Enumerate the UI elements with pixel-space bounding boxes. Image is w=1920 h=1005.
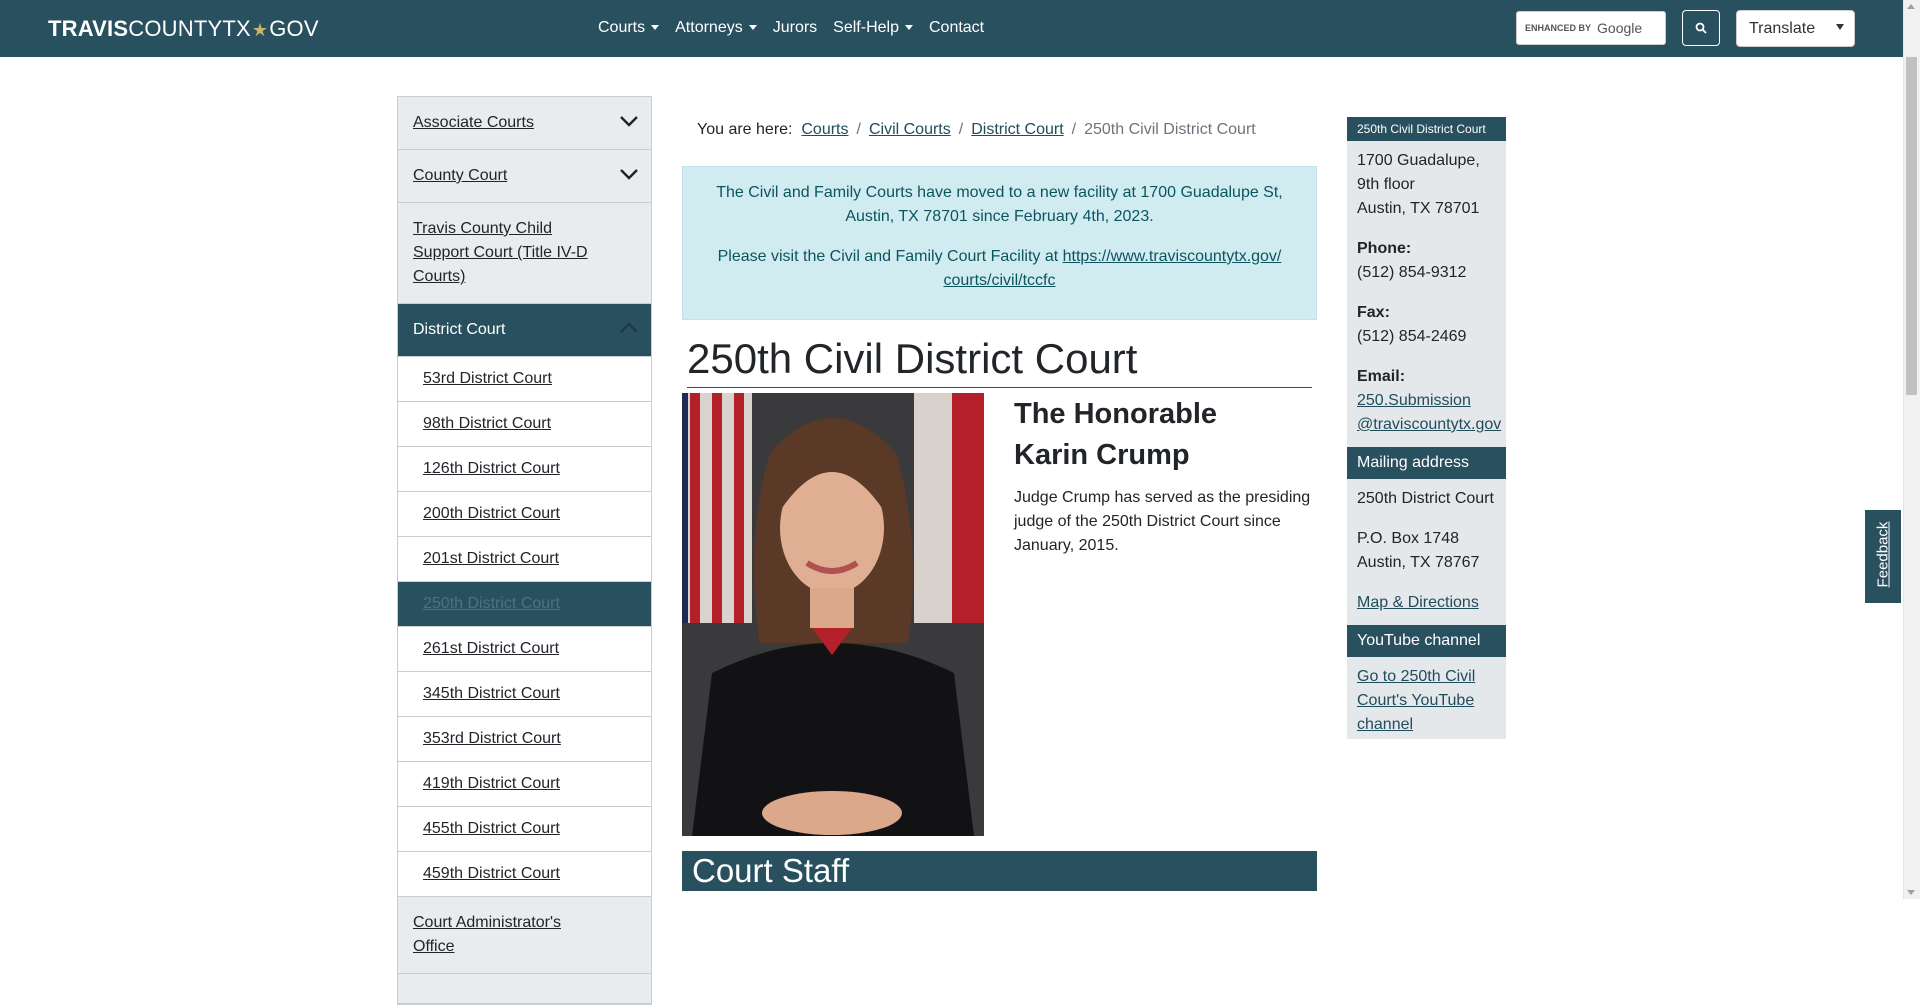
court-info-panel — [1347, 117, 1506, 739]
nav-courts[interactable]: Courts — [598, 19, 659, 37]
top-navbar — [0, 0, 1903, 57]
page-title: 250th Civil District Court — [687, 333, 1312, 388]
court-staff-heading: Court Staff — [682, 851, 1317, 891]
search-icon — [1695, 22, 1707, 34]
scrollbar-thumb[interactable] — [1906, 57, 1917, 395]
email-link[interactable]: 250.Submission @traviscountytx.gov — [1357, 392, 1502, 433]
sidebar-subitem[interactable]: 98th District Court — [398, 402, 651, 447]
scroll-down-icon[interactable] — [1907, 890, 1915, 895]
nav-jurors[interactable]: Jurors — [772, 19, 818, 36]
judge-photo — [682, 393, 984, 836]
caret-down-icon — [905, 25, 913, 30]
main-nav — [598, 19, 984, 37]
sidebar-item-county-court[interactable]: County Court — [398, 150, 651, 203]
chevron-up-icon[interactable] — [619, 320, 639, 336]
feedback-button[interactable]: Feedback — [1865, 510, 1901, 603]
sidebar-item-district-court[interactable]: District Court — [398, 304, 651, 357]
sidebar-subitem[interactable]: 261st District Court — [398, 627, 651, 672]
chevron-down-icon[interactable] — [619, 113, 639, 129]
breadcrumb-courts[interactable]: Courts — [801, 121, 849, 138]
translate-select[interactable]: Translate — [1736, 10, 1855, 47]
sidebar-item-child-support-court[interactable]: Travis County Child Support Court (Title IV-D Courts) — [398, 203, 651, 304]
youtube-link[interactable]: Go to 250th Civil Court's YouTube channel — [1357, 668, 1476, 733]
scroll-up-icon[interactable] — [1907, 4, 1915, 9]
star-icon: ★ — [251, 20, 269, 40]
sidebar-subitem[interactable]: 353rd District Court — [398, 717, 651, 762]
sidebar-item-associate-courts[interactable]: Associate Courts — [398, 97, 651, 150]
court-address: 1700 Guadalupe, 9th floor Austin, TX 78701 Phone: (512) 854-9312 Fax: (512) 854-2469 Email: 250.Submission @traviscountytx.gov — [1357, 152, 1502, 433]
map-directions-link[interactable]: Map & Directions — [1357, 594, 1479, 611]
sidebar-subitem[interactable]: 459th District Court — [398, 852, 651, 897]
mailing-address: 250th District Court P.O. Box 1748 Austin, TX 78767 Map & Directions — [1357, 490, 1494, 611]
nav-contact[interactable]: Contact — [928, 19, 985, 36]
sidebar-subitem[interactable]: 201st District Court — [398, 537, 651, 582]
facility-link[interactable]: https://www.traviscountytx.gov/ courts/civil/tccfc — [943, 248, 1282, 289]
fax-number: (512) 854-2469 — [1357, 328, 1467, 345]
caret-down-icon — [749, 25, 757, 30]
chevron-down-icon — [1836, 24, 1844, 30]
sidebar-subitem[interactable]: 455th District Court — [398, 807, 651, 852]
sidebar-subitem[interactable]: 126th District Court — [398, 447, 651, 492]
sidebar-subitem[interactable]: 345th District Court — [398, 672, 651, 717]
search-button[interactable] — [1682, 10, 1720, 46]
breadcrumb-current: 250th Civil District Court — [1084, 121, 1256, 138]
judge-name: The Honorable Karin Crump — [1014, 398, 1218, 471]
phone-number: (512) 854-9312 — [1357, 264, 1467, 281]
sidebar-subitem-current[interactable]: 250th District Court — [398, 582, 651, 627]
site-logo[interactable]: TRAVISCOUNTYTX★GOV — [48, 16, 319, 41]
nav-attorneys[interactable]: Attorneys — [675, 19, 757, 37]
breadcrumb-district-court[interactable]: District Court — [971, 121, 1064, 138]
chevron-down-icon[interactable] — [619, 166, 639, 182]
info-title: 250th Civil District Court — [1347, 117, 1506, 141]
search-input[interactable]: ENHANCED BY Google — [1516, 11, 1666, 45]
youtube-heading: YouTube channel — [1347, 625, 1506, 657]
youtube-section — [1347, 657, 1506, 739]
relocation-alert: The Civil and Family Courts have moved to a new facility at 1700 Guadalupe St, Austin, TX 78701 since February 4th, 2023. Please visit the Civil and Family Court Facility at https://www.traviscountytx.gov/ courts/civil/tccfc — [682, 166, 1317, 320]
nav-self-help[interactable]: Self-Help — [833, 19, 913, 37]
mailing-address-heading: Mailing address — [1347, 447, 1506, 479]
sidebar-item-next[interactable] — [398, 974, 651, 1004]
sidebar-subitem[interactable]: 53rd District Court — [398, 357, 651, 402]
breadcrumb: You are here: Courts / Civil Courts / District Court / 250th Civil District Court — [697, 121, 1256, 138]
sidebar-nav — [397, 96, 652, 1005]
judge-bio: Judge Crump has served as the presiding judge of the 250th District Court since January, 2015. — [1014, 489, 1311, 554]
sidebar-item-court-administrator[interactable]: Court Administrator's Office — [398, 897, 651, 974]
caret-down-icon — [651, 25, 659, 30]
breadcrumb-civil-courts[interactable]: Civil Courts — [868, 121, 951, 138]
google-logo: Google — [1597, 20, 1643, 36]
sidebar-subitem[interactable]: 419th District Court — [398, 762, 651, 807]
sidebar-subitem[interactable]: 200th District Court — [398, 492, 651, 537]
